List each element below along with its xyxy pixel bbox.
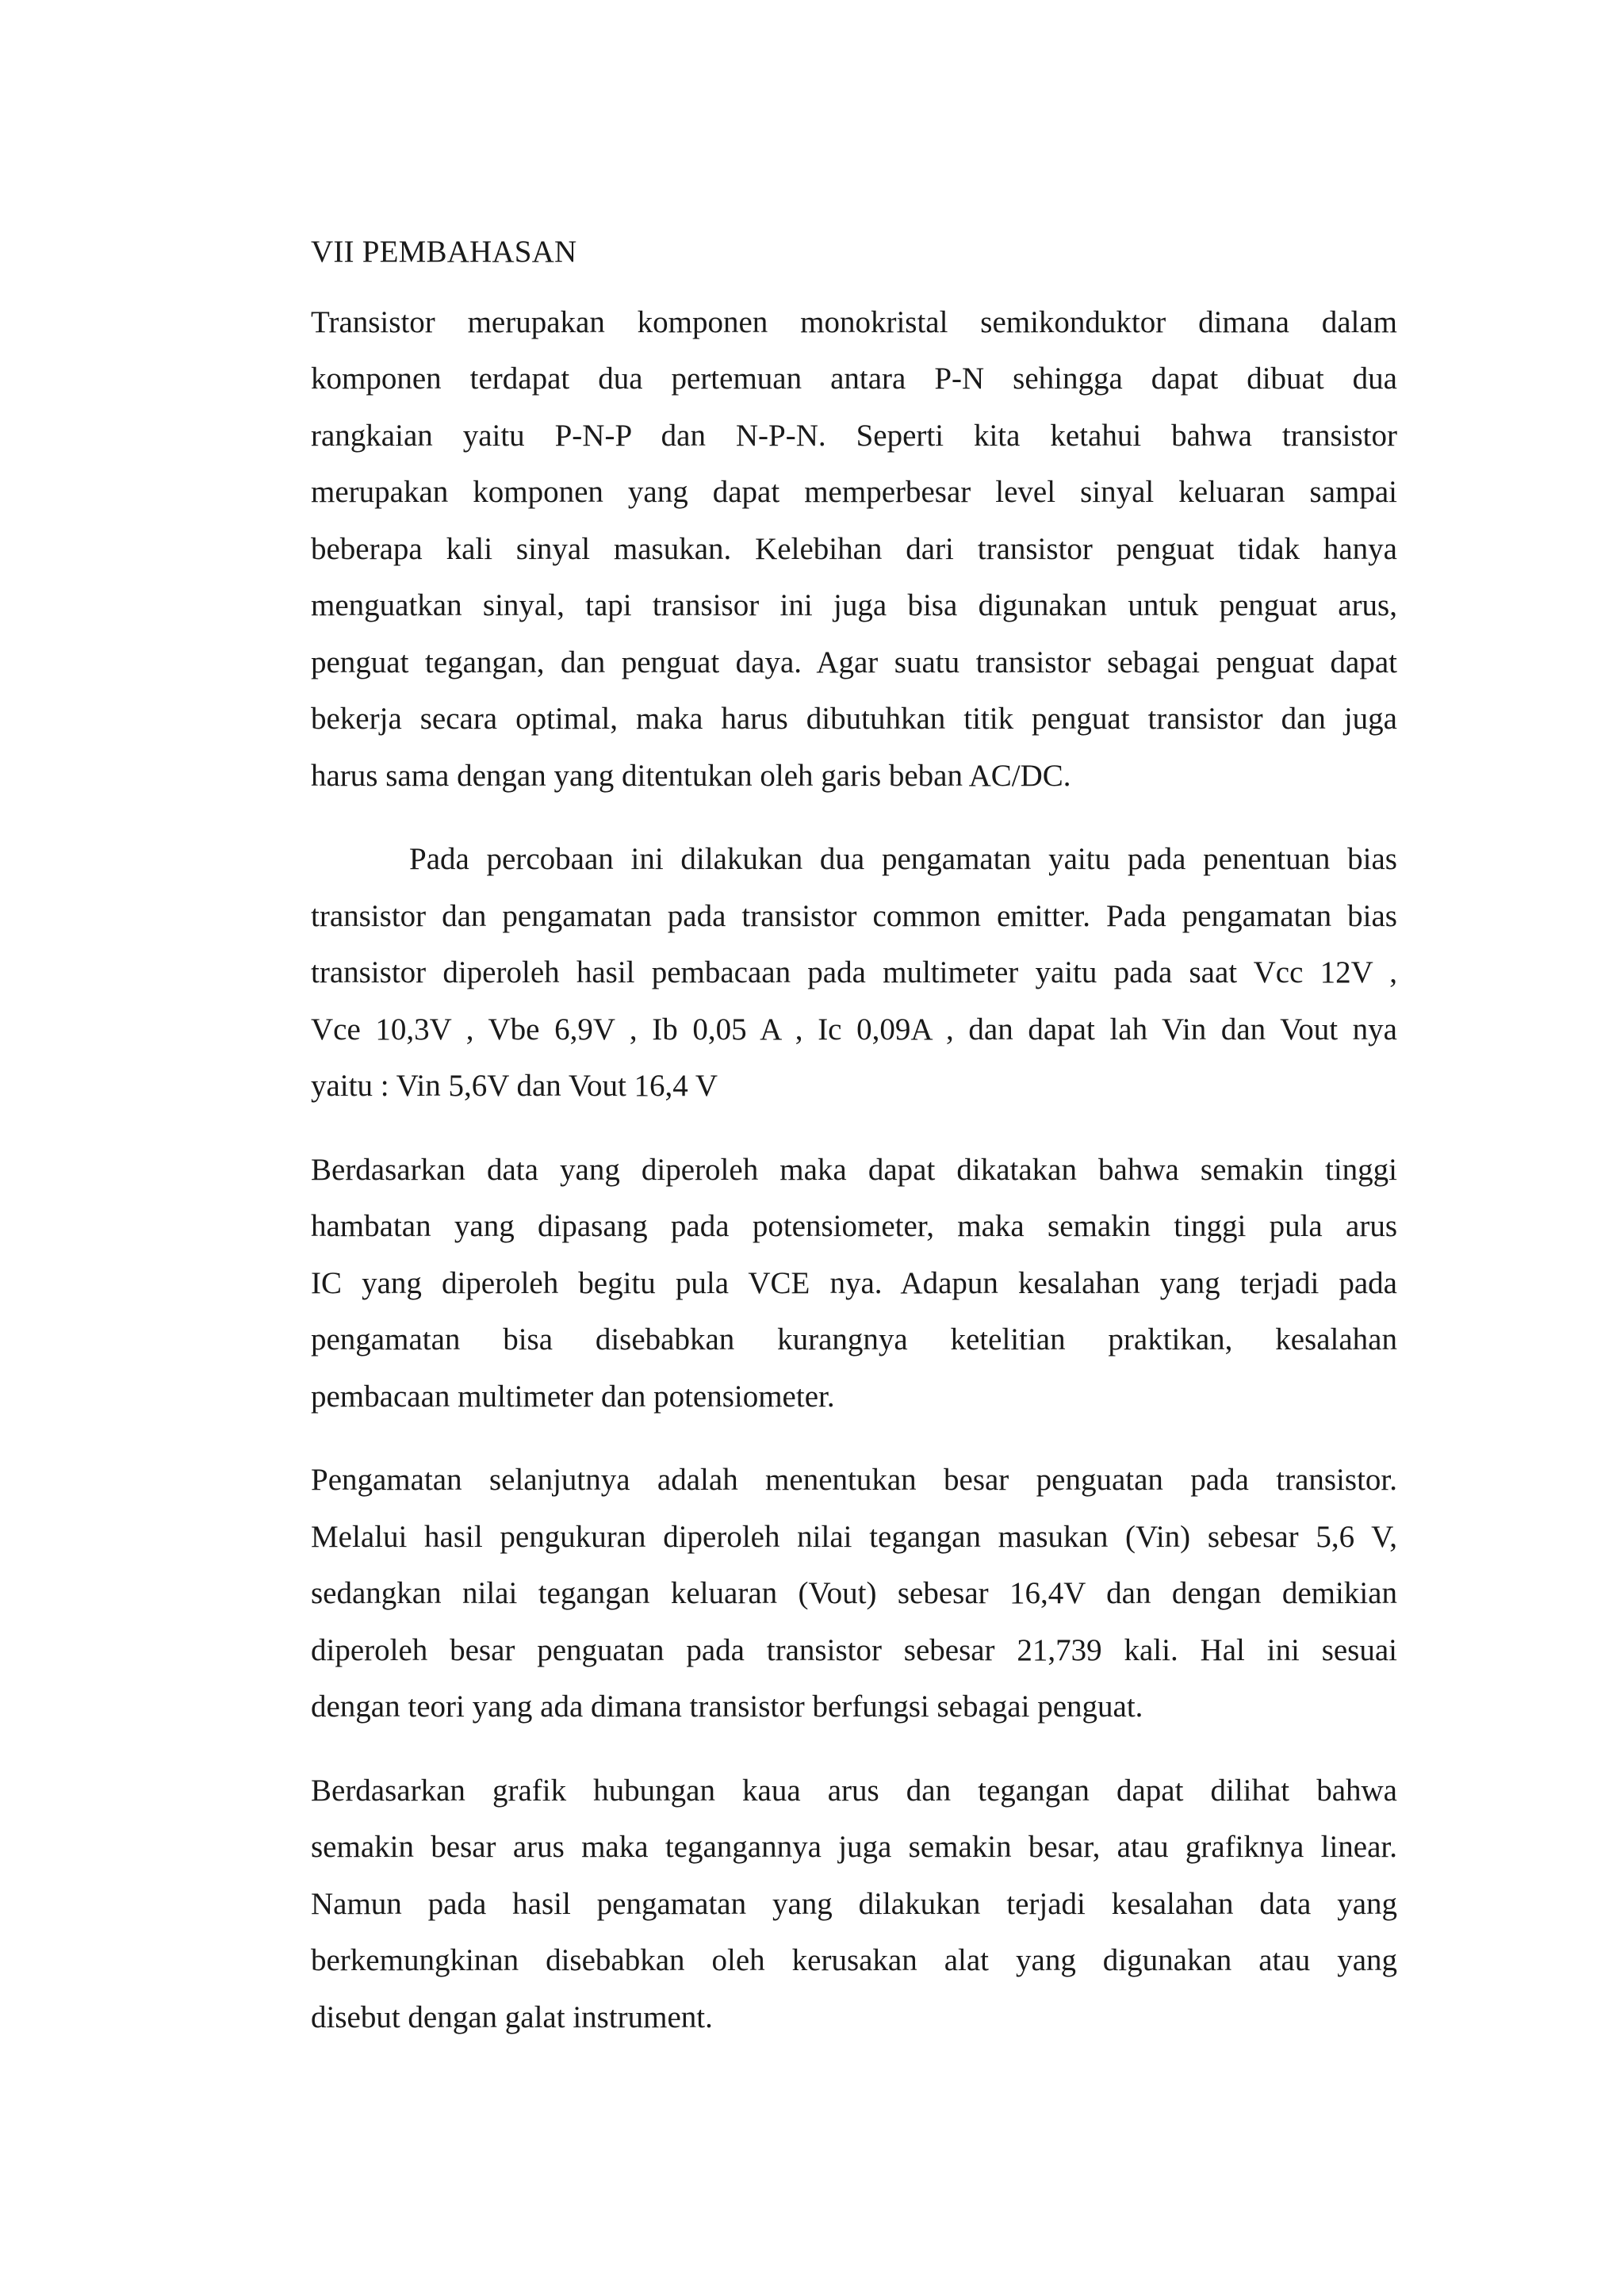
paragraph-4	[311, 1452, 1397, 1735]
paragraph-2	[311, 831, 1397, 1115]
paragraph-line: rangkaian yaitu P-N-P dan N-P-N. Seperti kita ketahui bahwa transistor	[311, 418, 1397, 453]
paragraph-line: Berdasarkan data yang diperoleh maka dapat dikatakan bahwa semakin tinggi	[311, 1152, 1397, 1187]
paragraph-line: IC yang diperoleh begitu pula VCE nya. Adapun kesalahan yang terjadi pada	[311, 1265, 1397, 1300]
paragraph-line: bekerja secara optimal, maka harus dibutuhkan titik penguat transistor dan juga	[311, 702, 1397, 736]
paragraph-line: Vce 10,3V , Vbe 6,9V , Ib 0,05 A , Ic 0,09A , dan dapat lah Vin dan Vout nya	[311, 1012, 1397, 1047]
paragraph-line: semakin besar arus maka tegangannya juga semakin besar, atau grafiknya linear.	[311, 1830, 1397, 1864]
paragraph-1	[311, 294, 1397, 805]
paragraph-5	[311, 1762, 1397, 2046]
paragraph-line: merupakan komponen yang dapat memperbesar level sinyal keluaran sampai	[311, 475, 1397, 509]
paragraph-line: harus sama dengan yang ditentukan oleh garis beban AC/DC.	[311, 758, 1071, 793]
paragraph-line: penguat tegangan, dan penguat daya. Agar suatu transistor sebagai penguat dapat	[311, 645, 1397, 679]
document-body	[311, 224, 1397, 2072]
paragraph-line: disebut dengan galat instrument.	[311, 1999, 713, 2034]
paragraph-line: komponen terdapat dua pertemuan antara P-N sehingga dapat dibuat dua	[311, 362, 1397, 396]
paragraph-line: beberapa kali sinyal masukan. Kelebihan dari transistor penguat tidak hanya	[311, 531, 1397, 566]
paragraph-line: pembacaan multimeter dan potensiometer.	[311, 1379, 835, 1414]
paragraph-line: yaitu : Vin 5,6V dan Vout 16,4 V	[311, 1069, 718, 1103]
paragraph-line: transistor diperoleh hasil pembacaan pada multimeter yaitu pada saat Vcc 12V ,	[311, 955, 1397, 989]
paragraph-line: Pengamatan selanjutnya adalah menentukan besar penguatan pada transistor.	[311, 1463, 1397, 1497]
paragraph-line: berkemungkinan disebabkan oleh kerusakan alat yang digunakan atau yang	[311, 1943, 1397, 1977]
paragraph-line: transistor dan pengamatan pada transistor common emitter. Pada pengamatan bias	[311, 898, 1397, 933]
paragraph-line: Pada percobaan ini dilakukan dua pengamatan yaitu pada penentuan bias	[409, 842, 1397, 876]
paragraph-line: Transistor merupakan komponen monokristal semikonduktor dimana dalam	[311, 304, 1397, 339]
paragraph-line: Namun pada hasil pengamatan yang dilakukan terjadi kesalahan data yang	[311, 1886, 1397, 1921]
paragraph-line: hambatan yang dipasang pada potensiometer, maka semakin tinggi pula arus	[311, 1209, 1397, 1243]
paragraph-line: sedangkan nilai tegangan keluaran (Vout) sebesar 16,4V dan dengan demikian	[311, 1576, 1397, 1610]
paragraph-line: menguatkan sinyal, tapi transisor ini juga bisa digunakan untuk penguat arus,	[311, 588, 1397, 622]
paragraph-line: pengamatan bisa disebabkan kurangnya ketelitian praktikan, kesalahan	[311, 1322, 1397, 1357]
paragraph-line: Melalui hasil pengukuran diperoleh nilai tegangan masukan (Vin) sebesar 5,6 V,	[311, 1519, 1397, 1554]
paragraph-line: diperoleh besar penguatan pada transistor sebesar 21,739 kali. Hal ini sesuai	[311, 1632, 1397, 1667]
section-heading: VII PEMBAHASAN	[311, 235, 577, 269]
paragraph-3	[311, 1142, 1397, 1425]
paragraph-line: Berdasarkan grafik hubungan kaua arus dan tegangan dapat dilihat bahwa	[311, 1773, 1397, 1808]
paragraph-line: dengan teori yang ada dimana transistor berfungsi sebagai penguat.	[311, 1689, 1143, 1724]
